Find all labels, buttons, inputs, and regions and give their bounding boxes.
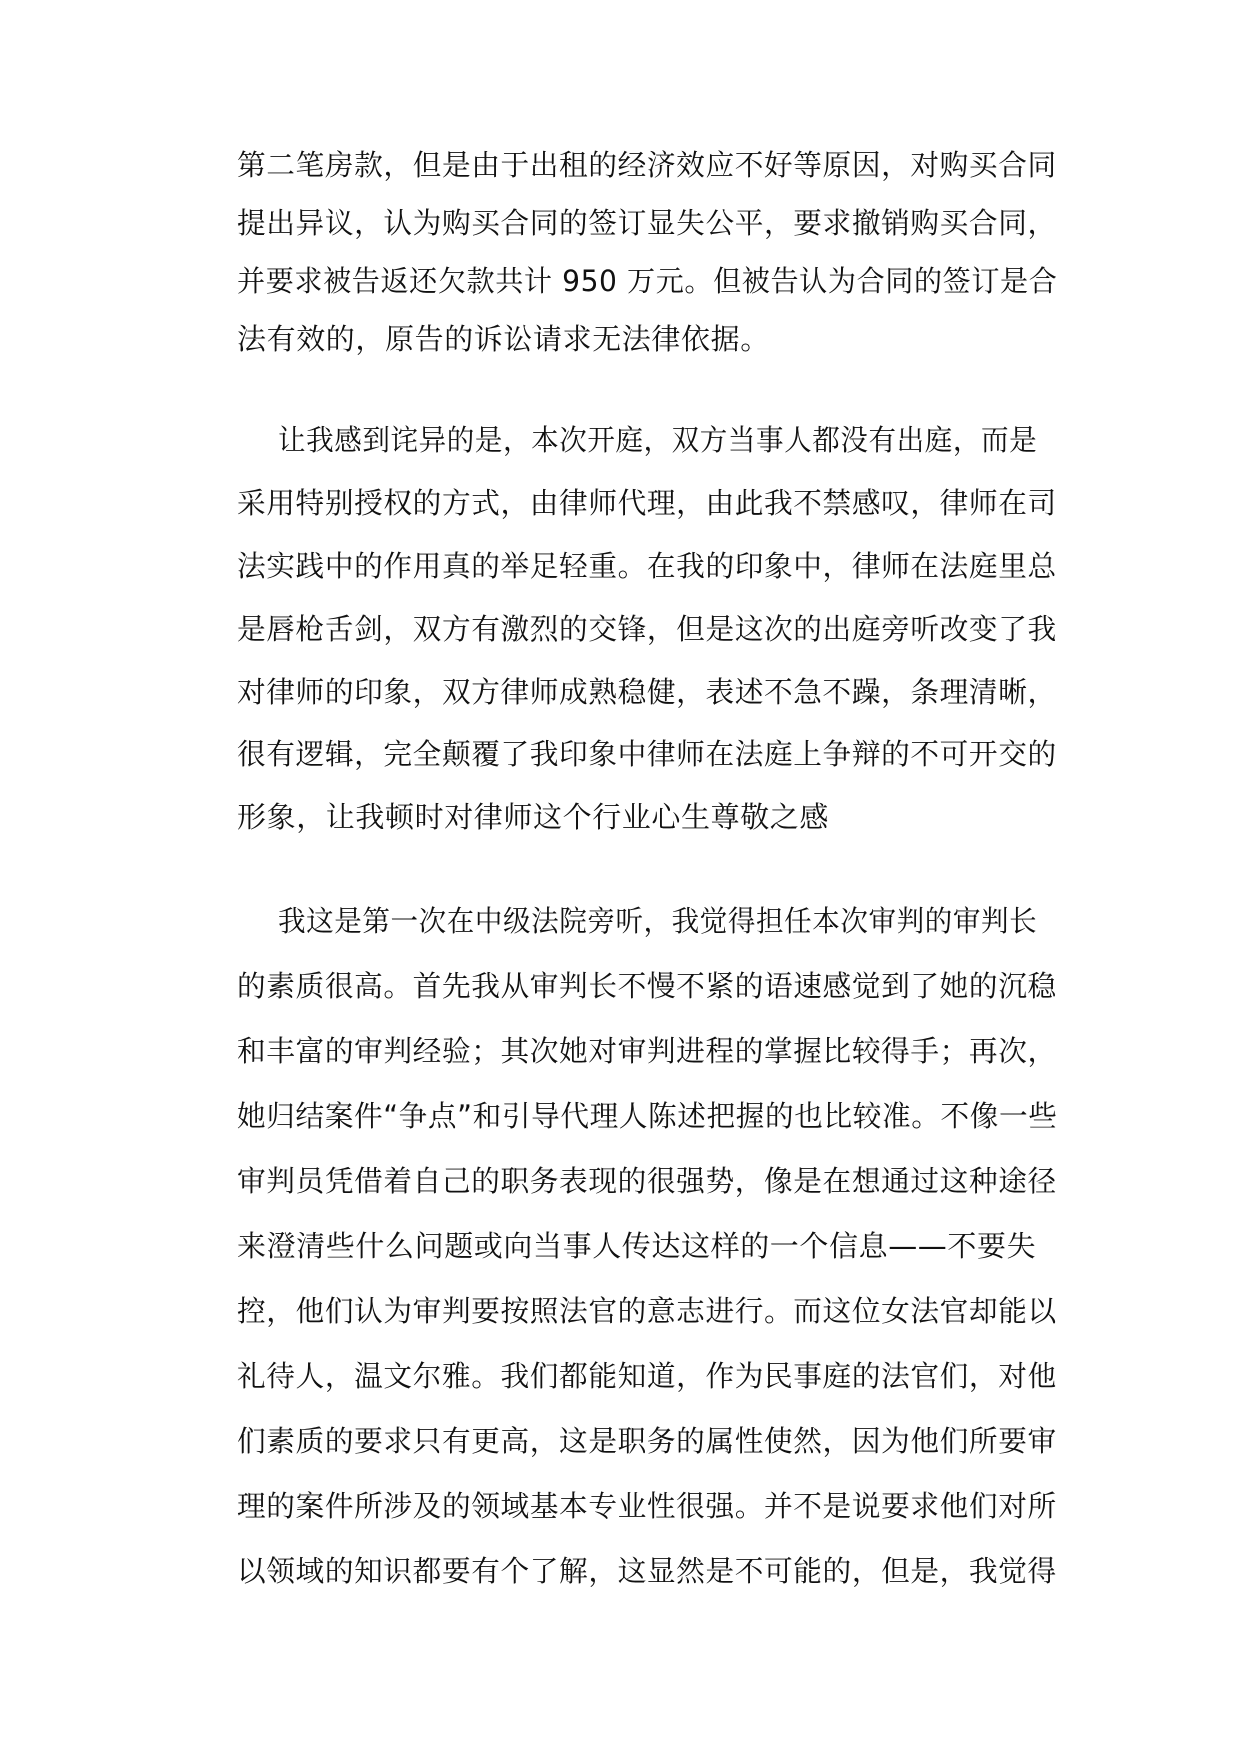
text-line: 们素质的要求只有更高，这是职务的属性使然，因为他们所要审 [237,1424,1057,1458]
text-line: 我这是第一次在中级法院旁听，我觉得担任本次审判的审判长 [278,904,1038,938]
text-line: 法实践中的作用真的举足轻重。在我的印象中，律师在法庭里总 [237,549,1057,583]
text-line: 并要求被告返还欠款共计 950 万元。但被告认为合同的签订是合 [237,264,1058,298]
text-line: 让我感到诧异的是，本次开庭，双方当事人都没有出庭，而是 [278,423,1038,457]
text-line: 礼待人，温文尔雅。我们都能知道，作为民事庭的法官们，对他 [237,1359,1057,1393]
text-line: 很有逻辑，完全颠覆了我印象中律师在法庭上争辩的不可开交的 [237,737,1057,771]
text-line: 审判员凭借着自己的职务表现的很强势，像是在想通过这种途径 [237,1164,1057,1198]
text-line: 提出异议，认为购买合同的签订显失公平，要求撤销购买合同， [237,206,1057,240]
text-line: 来澄清些什么问题或向当事人传达这样的一个信息——不要失 [237,1229,1037,1263]
text-line: 她归结案件“争点”和引导代理人陈述把握的也比较准。不像一些 [237,1099,1058,1133]
text-line: 法有效的，原告的诉讼请求无法律依据。 [237,322,770,356]
text-line: 对律师的印象，双方律师成熟稳健，表述不急不躁，条理清晰， [237,675,1057,709]
text-line: 理的案件所涉及的领域基本专业性很强。并不是说要求他们对所 [237,1489,1057,1523]
text-line: 控，他们认为审判要按照法官的意志进行。而这位女法官却能以 [237,1294,1057,1328]
text-line: 的素质很高。首先我从审判长不慢不紧的语速感觉到了她的沉稳 [237,969,1057,1003]
text-line: 采用特别授权的方式，由律师代理，由此我不禁感叹，律师在司 [237,486,1057,520]
text-line: 形象，让我顿时对律师这个行业心生尊敬之感 [237,800,830,834]
text-line: 是唇枪舌剑，双方有激烈的交锋，但是这次的出庭旁听改变了我 [237,612,1057,646]
text-line: 第二笔房款，但是由于出租的经济效应不好等原因，对购买合同 [237,148,1057,182]
text-line: 以领域的知识都要有个了解，这显然是不可能的，但是，我觉得 [237,1554,1057,1588]
text-line: 和丰富的审判经验；其次她对审判进程的掌握比较得手；再次， [237,1034,1057,1068]
